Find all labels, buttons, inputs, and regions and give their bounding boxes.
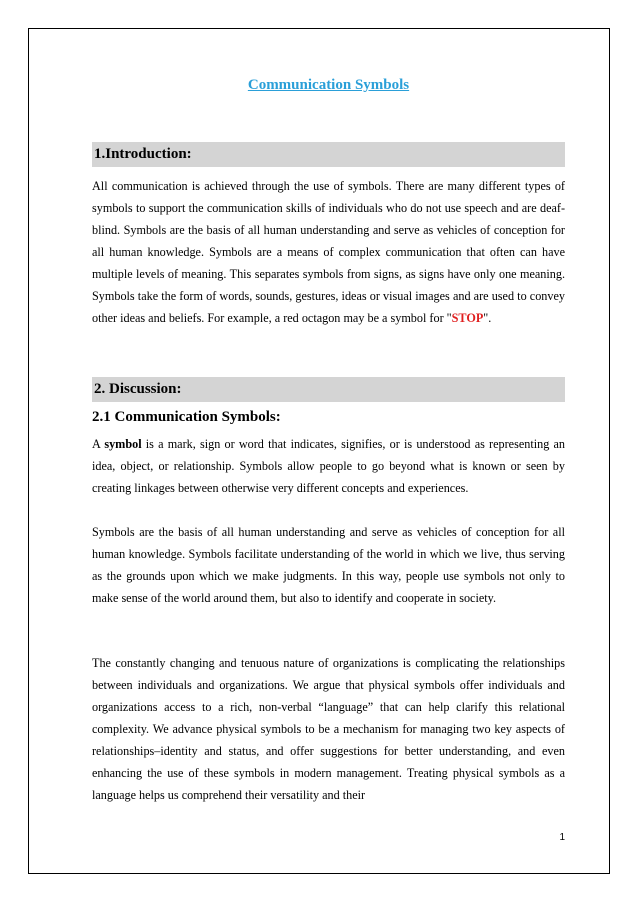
- introduction-paragraph: [92, 175, 565, 329]
- intro-text-end: ".: [483, 311, 492, 325]
- subsection-heading: 2.1 Communication Symbols:: [92, 409, 281, 425]
- p1-rest: is a mark, sign or word that indicates, signifies, or is understood as representing an idea, object, or relationship. Symbols allow people to go beyond what is known or seen by creating linkages between otherwise very different concepts and experiences.: [92, 437, 565, 495]
- term-symbol: symbol: [104, 437, 142, 451]
- intro-text-start: All communication is achieved through the use of symbols. There are many different types of symbols to support the communication skills of individuals who do not use speech and are deaf-blind. Symbols are the basis of all human understanding and serve as vehicles of conception for all human knowledge. Symbols are a means of complex communication that often can have multiple levels of meaning. This separates symbols from signs, as signs have only one meaning. Symbols take the form of words, sounds, gestures, ideas or visual images and are used to convey other ideas and beliefs. For example, a red octagon may be a symbol for ": [92, 179, 565, 325]
- page-border: [28, 28, 610, 874]
- document-title: Communication Symbols: [247, 77, 410, 93]
- discussion-paragraph-3: The constantly changing and tenuous nature of organizations is complicating the relationships between individuals and organizations. We argue that physical symbols offer individuals and organizations access to a rich, non-verbal “language” that can help clarify this relational complexity. We advance physical symbols to be a mechanism for managing two key aspects of relationships–identity and status, and offer suggestions for better understanding, and even enhancing the use of these symbols in modern management. Treating physical symbols as a language helps us comprehend their versatility and their: [92, 656, 565, 802]
- page-number: 1: [559, 832, 565, 843]
- section-heading-discussion: 2. Discussion:: [92, 377, 565, 402]
- stop-word: STOP: [451, 311, 484, 325]
- discussion-paragraph-1: [92, 433, 565, 499]
- section-heading-introduction: 1.Introduction:: [92, 142, 565, 167]
- discussion-paragraph-2: Symbols are the basis of all human understanding and serve as vehicles of conception for all human knowledge. Symbols facilitate understanding of the world in which we live, thus serving as the grounds upon which we make judgments. In this way, people use symbols not only to make sense of the world around them, but also to identify and cooperate in society.: [92, 525, 565, 605]
- p1-lead: A: [92, 437, 105, 451]
